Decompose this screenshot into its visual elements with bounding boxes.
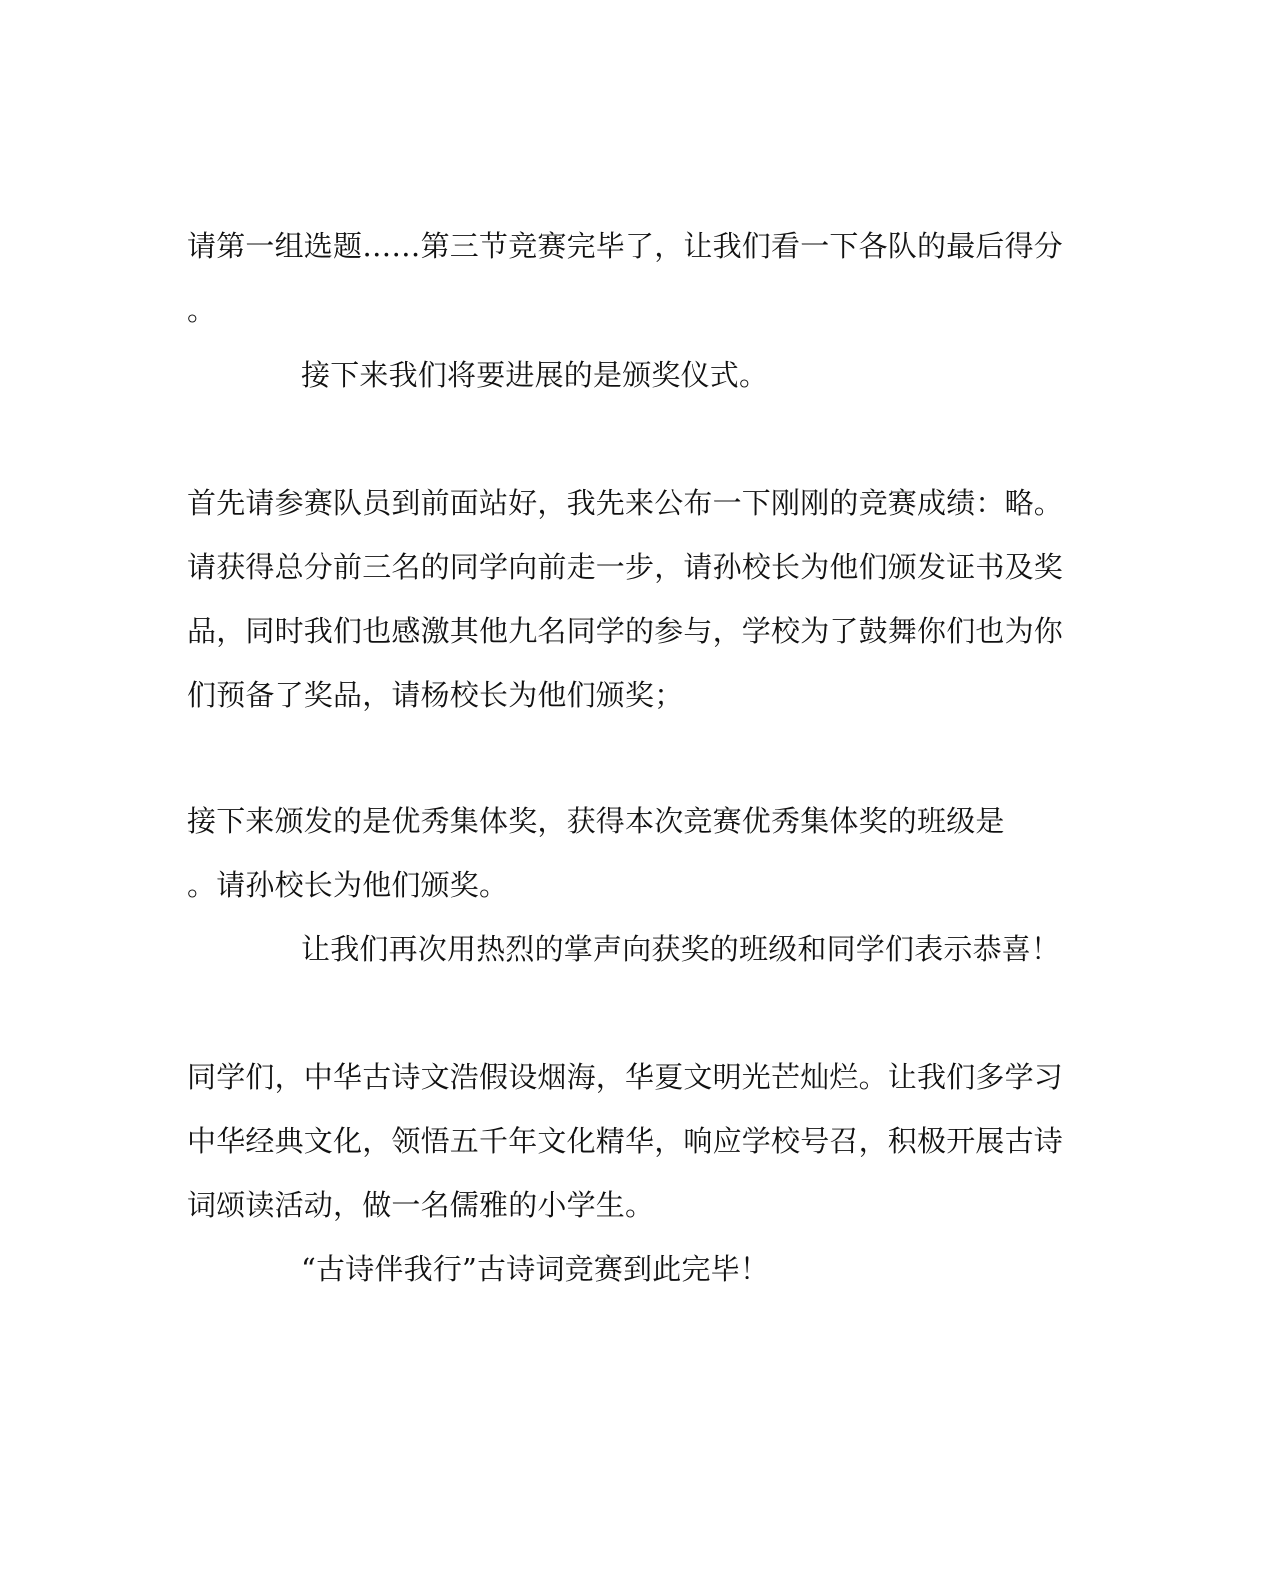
text-line-1: 请第一组选题……第三节竞赛完毕了，让我们看一下各队的最后得分 [187,229,1064,263]
text-line-12: 中华经典文化，领悟五千年文化精华，响应学校号召，积极开展古诗 [187,1124,1064,1158]
text-line-3: 接下来我们将要进展的是颁奖仪式。 [301,358,769,392]
text-line-2: 。 [187,293,217,327]
text-line-11: 同学们，中华古诗文浩假设烟海，华夏文明光芒灿烂。让我们多学习 [187,1060,1064,1094]
text-line-13: 词颂读活动，做一名儒雅的小学生。 [187,1188,655,1222]
text-line-10: 让我们再次用热烈的掌声向获奖的班级和同学们表示恭喜！ [301,932,1061,966]
text-line-14: “古诗伴我行”古诗词竞赛到此完毕！ [301,1252,770,1286]
text-line-7: 们预备了奖品，请杨校长为他们颁奖； [187,678,684,712]
text-line-9: 。请孙校长为他们颁奖。 [187,868,509,902]
text-line-8: 接下来颁发的是优秀集体奖，获得本次竞赛优秀集体奖的班级是 [187,804,1005,838]
text-line-6: 品，同时我们也感激其他九名同学的参与，学校为了鼓舞你们也为你 [187,614,1064,648]
text-line-5: 请获得总分前三名的同学向前走一步，请孙校长为他们颁发证书及奖 [187,550,1064,584]
text-line-4: 首先请参赛队员到前面站好，我先来公布一下刚刚的竞赛成绩：略。 [187,486,1064,520]
